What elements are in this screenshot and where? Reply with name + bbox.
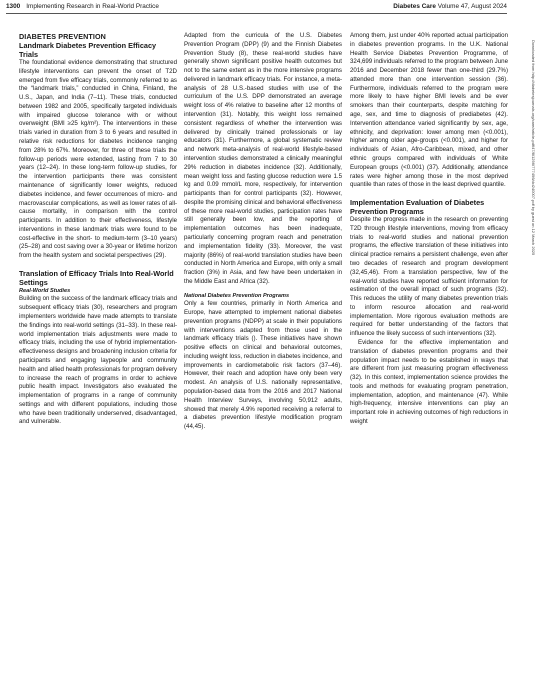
paragraph: Adapted from the curricula of the U.S. Diabetes Prevention Program (DPP) (9) and the Finnish Diabetes Prevention Study (8), these real-world studies have generally shown significant positive health outcomes but not to the same extent as in the more intensive programs delivered in landmark efficacy trials. For instance, a meta-analysis of 28 U.S.-based studies with use of the curriculum of the U.S. DPP demonstrated an average weight loss of 4% relative to baseline after 12 months of intervention (31). Notably, this weight loss remained consistent regardless of whether the intervention was delivered by clinically trained professionals or lay educators (31). Furthermore, a global systematic review and network meta-analysis of real-world lifestyle-based intervention studies demonstrated a clinically meaningful 29% reduction in diabetes incidence (32). Additionally, mean weight loss and fasting glucose reduction were 1.5 kg and 0.09 mmol/L more, respectively, for intervention participants than for control participants (32). However, despite the promising clinical and behavioral effectiveness of these more real-world studies, participation rates have still generally been low, and the reporting of implementation outcomes has been inadequate, particularly concerning program reach and penetration and implementation fidelity (33). Moreover, the vast majority (86%) of real-world translation studies have been conducted in North America and Europe, with only a small fraction (3%) in Asia, and few have been undertaken in the Middle East and Africa (32). bbox=[184, 32, 342, 285]
page-number: 1300 bbox=[6, 3, 21, 10]
subheading-translation: Translation of Efficacy Trials Into Real-World Settings bbox=[19, 268, 174, 287]
volume-info: Volume 47, August 2024 bbox=[437, 3, 507, 10]
section-heading: DIABETES PREVENTION bbox=[19, 32, 106, 41]
header-left bbox=[6, 2, 159, 11]
header-rule bbox=[6, 13, 507, 14]
column-3 bbox=[350, 32, 508, 688]
header-right bbox=[393, 2, 507, 11]
paragraph: Building on the success of the landmark efficacy trials and subsequent efficacy trials (30), researchers and program implementers worldwide have made attempts to translate the findings into real-world settings (31–33). In these real-world implementation trials adjustments were made to efficacy trials, including the use of hybrid implementation-effectiveness designs and broadening inclusion criteria for participants and engaging laypeople and community health and allied health professionals for program delivery to increase the reach of programs in order to achieve public health impact. Investigators also evaluated the implementation of programs in a range of community settings and with different populations, including those who have been traditionally underserved, disadvantaged, and vulnerable. bbox=[19, 295, 177, 426]
page-header bbox=[0, 0, 547, 14]
minor-heading-national-programs: National Diabetes Prevention Programs bbox=[184, 292, 290, 299]
subheading-implementation-evaluation: Implementation Evaluation of Diabetes Prevention Programs bbox=[350, 198, 485, 217]
column-1 bbox=[19, 32, 177, 688]
journal-name: Diabetes Care bbox=[393, 3, 436, 10]
subheading-landmark-trials: Landmark Diabetes Prevention Efficacy Trials bbox=[19, 41, 157, 59]
download-side-note bbox=[528, 40, 538, 660]
running-title: Implementing Research in Real-World Practice bbox=[26, 3, 159, 10]
paragraph: Only a few countries, primarily in North America and Europe, have attempted to implement national diabetes prevention programs (NDPP) at scale in their populations with interventions adapted from those used in the landmark efficacy trials (). These initiatives have shown positive effects on clinical and behavioral outcomes, including weight loss, reduction in diabetes incidence, and improvements in cardiometabolic risk factors (37–46). However, their reach and adoption have only been very modest. An analysis of U.S. nationally representative, population-based data from the 2016 and 2017 National Health Interview Surveys, involving 50,912 adults, showed that merely 4.9% reported receiving a referral to a diabetes prevention lifestyle modification program (44,45). bbox=[184, 300, 342, 431]
paragraph: Despite the progress made in the research on preventing T2D through lifestyle interventions, moving from efficacy trials to real-world studies and national prevention programs, the effective translation of these initiatives into clinical practice remains a persistent challenge, even after two decades of research and program development (32,45,46). From a translation perspective, few of the real-world studies have reported sufficient information for estimation of the overall impact of such programs (32). This reduces the utility of many diabetes prevention trials to inform resource allocation and real-world implementation. More rigorous evaluation methods are required for better understanding of the factors that influence the likely success of such interventions (32). bbox=[350, 216, 508, 338]
paragraph: The foundational evidence demonstrating that structured lifestyle interventions can prevent the onset of T2D emerged from five efficacy trials, commonly referred to as the “landmark trials,” conducted in China, Finland, the U.S., Japan, and India (7–11). These trials, conducted between 1982 and 2005, specifically targeted individuals with impaired glucose tolerance with or without overweight (BMI ≥25 kg/m²). The interventions in these trials varied in duration from 3 to 6 years and resulted in relative risk reductions for diabetes incidence ranging from 28% to 67%. Moreover, for three of these trials the follow-up periods were extended, lasting from 7 to 30 years (12–24). In these long-term follow-up studies, for the intervention participants there was consistent maintenance of significantly lower weights, reduced diabetes incidence, and fewer occurrences of micro- and macrovascular complications, as well as lower rates of all-cause mortality, in comparison with the control participants. In addition to their effectiveness, lifestyle interventions in these landmark trials were found to be cost-effective in the short- to medium-term (3–10 years) (25–28) and cost saving over a 30-year or lifetime horizon from the health system and societal perspectives (29). bbox=[19, 59, 177, 260]
column-2 bbox=[184, 32, 342, 688]
paragraph: Evidence for the effective implementation and translation of diabetes prevention programs and their population impact needs to be established in ways that are different from just measuring program effectiveness (32). In this context, implementation science provides the tools and methods for evaluating program penetration, implementation, adoption, and maintenance (47). While high-frequency, intensive interventions can play an important role in achieving outcomes of high reductions in weight bbox=[350, 339, 508, 426]
download-note-text: Downloaded from http://diabetesjournals.org/care/article-pdf/47/8/1296/777496/dci240007.pdf by guest on 12 March 2025 bbox=[531, 40, 536, 256]
paragraph: Among them, just under 40% reported actual participation in diabetes prevention programs. In the U.K. National Health Service Diabetes Prevention Programme, of 324,699 individuals referred to the program between June 2016 and December 2018 fewer than one-third (29.7%) attended more than one intervention session (36). Furthermore, individuals referred to the program were more likely to have higher BMI levels and be ever smokers than their counterparts, despite matching for age, sex, and time to diagnosis of prediabetes (42). Intervention attendance varied significantly by sex, age, ethnicity, and deprivation: lower among men (<0.001), higher among older age-groups (<0.001), and higher for individuals of Asian, Afro-Caribbean, mixed, and other ethnic groups compared with individuals of White European groups (<0.001) (37). Additionally, attendance rates were higher among those in the most deprived quantile than rates of those in the least deprived quantile. bbox=[350, 32, 508, 189]
minor-heading-real-world: Real-World Studies bbox=[19, 287, 71, 294]
